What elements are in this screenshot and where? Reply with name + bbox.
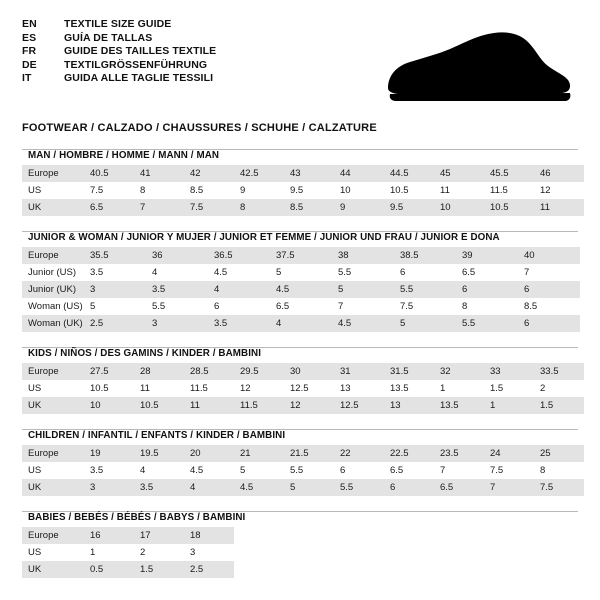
cell: 5 (394, 315, 456, 332)
cell: 36.5 (208, 247, 270, 264)
table-row (22, 397, 584, 414)
cell: 10 (434, 199, 484, 216)
cell: 37.5 (270, 247, 332, 264)
language-title: GUIDA ALLE TAGLIE TESSILI (64, 72, 214, 84)
cell: 7 (332, 298, 394, 315)
cell: 11.5 (234, 397, 284, 414)
cell (434, 561, 484, 578)
size-table-babies (22, 527, 584, 578)
cell: 3.5 (208, 315, 270, 332)
cell: 6.5 (456, 264, 518, 281)
cell (284, 527, 334, 544)
language-code: DE (22, 58, 37, 71)
cell: 5.5 (332, 264, 394, 281)
cell: 19 (84, 445, 134, 462)
table-row (22, 527, 584, 544)
cell: 4.5 (208, 264, 270, 281)
cell: 5.5 (334, 479, 384, 496)
cell: 5 (332, 281, 394, 298)
cell: 33 (484, 363, 534, 380)
section-man (22, 149, 578, 216)
cell: 3.5 (134, 479, 184, 496)
cell: 11 (434, 182, 484, 199)
cell: 3.5 (84, 462, 134, 479)
cell: 4 (146, 264, 208, 281)
cell (234, 561, 284, 578)
cell: 6.5 (384, 462, 434, 479)
cell: 30 (284, 363, 334, 380)
cell: 5 (234, 462, 284, 479)
section-title-junior-woman: JUNIOR & WOMAN / JUNIOR Y MUJER / JUNIOR ET FEMME / JUNIOR UND FRAU / JUNIOR E DONA (28, 232, 500, 243)
row-label: Europe (22, 527, 84, 544)
cell: 8 (134, 182, 184, 199)
table-row (22, 182, 584, 199)
cell: 31.5 (384, 363, 434, 380)
cell: 29.5 (234, 363, 284, 380)
cell (384, 561, 434, 578)
table-row (22, 462, 584, 479)
cell: 1.5 (534, 397, 584, 414)
document-header (22, 18, 578, 106)
cell: 11 (184, 397, 234, 414)
cell (484, 544, 534, 561)
row-label: Europe (22, 363, 84, 380)
size-table-kids (22, 363, 584, 414)
cell: 45 (434, 165, 484, 182)
cell: 40 (518, 247, 580, 264)
table-row (22, 264, 580, 281)
cell: 22.5 (384, 445, 434, 462)
cell: 12.5 (284, 380, 334, 397)
cell: 12 (234, 380, 284, 397)
cell: 2 (134, 544, 184, 561)
cell: 4.5 (184, 462, 234, 479)
cell: 27.5 (84, 363, 134, 380)
cell: 25 (534, 445, 584, 462)
table-row (22, 281, 580, 298)
cell: 5 (84, 298, 146, 315)
cell: 9.5 (384, 199, 434, 216)
cell (484, 561, 534, 578)
table-row (22, 445, 584, 462)
section-title-babies: BABIES / BEBÉS / BÉBÉS / BABYS / BAMBINI (28, 512, 246, 523)
language-code: IT (22, 72, 32, 84)
language-title: GUÍA DE TALLAS (64, 31, 153, 44)
table-row (22, 363, 584, 380)
cell: 10.5 (84, 380, 134, 397)
cell: 7 (518, 264, 580, 281)
cell: 4 (208, 281, 270, 298)
cell (384, 544, 434, 561)
cell: 11 (134, 380, 184, 397)
cell: 9 (334, 199, 384, 216)
cell: 13 (334, 380, 384, 397)
cell: 7 (134, 199, 184, 216)
section-babies (22, 511, 578, 578)
row-label: Junior (UK) (22, 281, 84, 298)
cell: 45.5 (484, 165, 534, 182)
cell: 43 (284, 165, 334, 182)
cell: 5 (284, 479, 334, 496)
cell: 3 (184, 544, 234, 561)
cell: 7 (434, 462, 484, 479)
size-table-children (22, 445, 584, 496)
cell: 12 (534, 182, 584, 199)
cell: 44.5 (384, 165, 434, 182)
language-row (22, 18, 216, 32)
cell: 6 (394, 264, 456, 281)
cell: 11.5 (484, 182, 534, 199)
cell: 24 (484, 445, 534, 462)
cell: 19.5 (134, 445, 184, 462)
size-table-man (22, 165, 584, 216)
cell (334, 527, 384, 544)
cell: 6 (518, 281, 580, 298)
language-code: ES (22, 31, 37, 44)
row-label: Woman (UK) (22, 315, 84, 332)
cell: 4 (270, 315, 332, 332)
cell: 12 (284, 397, 334, 414)
cell: 20 (184, 445, 234, 462)
cell: 42 (184, 165, 234, 182)
cell: 7.5 (484, 462, 534, 479)
cell: 33.5 (534, 363, 584, 380)
row-label: US (22, 462, 84, 479)
cell: 1.5 (484, 380, 534, 397)
section-title-children: CHILDREN / INFANTIL / ENFANTS / KINDER / BAMBINI (28, 430, 286, 441)
cell: 7 (484, 479, 534, 496)
cell: 1 (84, 544, 134, 561)
section-title-man: MAN / HOMBRE / HOMME / MANN / MAN (28, 150, 220, 161)
language-titles-body (22, 18, 216, 86)
section-junior-woman (22, 231, 578, 332)
row-label: Europe (22, 445, 84, 462)
dress-shoe-icon (382, 30, 572, 106)
cell: 12.5 (334, 397, 384, 414)
cell: 6 (384, 479, 434, 496)
cell (434, 544, 484, 561)
cell: 28 (134, 363, 184, 380)
cell: 21 (234, 445, 284, 462)
cell: 7.5 (184, 199, 234, 216)
cell: 1 (434, 380, 484, 397)
cell: 6 (518, 315, 580, 332)
section-title-kids: KIDS / NIÑOS / DES GAMINS / KINDER / BAMBINI (28, 348, 262, 359)
cell (534, 544, 584, 561)
cell: 39 (456, 247, 518, 264)
row-label: US (22, 544, 84, 561)
cell (234, 527, 284, 544)
language-code: EN (22, 18, 37, 30)
cell: 16 (84, 527, 134, 544)
section-children (22, 429, 578, 496)
cell: 32 (434, 363, 484, 380)
table-row (22, 544, 584, 561)
cell: 3 (84, 281, 146, 298)
cell: 10 (84, 397, 134, 414)
cell: 6 (334, 462, 384, 479)
section-kids (22, 347, 578, 414)
cell: 4 (184, 479, 234, 496)
cell: 41 (134, 165, 184, 182)
table-row (22, 561, 584, 578)
cell (534, 527, 584, 544)
table-row (22, 247, 580, 264)
cell: 5.5 (394, 281, 456, 298)
cell: 8 (456, 298, 518, 315)
cell: 10.5 (484, 199, 534, 216)
cell: 31 (334, 363, 384, 380)
cell (334, 544, 384, 561)
language-titles (22, 18, 216, 86)
row-label: Europe (22, 247, 84, 264)
cell: 3.5 (146, 281, 208, 298)
cell: 8.5 (284, 199, 334, 216)
row-label: UK (22, 479, 84, 496)
table-row (22, 380, 584, 397)
cell (234, 544, 284, 561)
cell: 38.5 (394, 247, 456, 264)
cell: 28.5 (184, 363, 234, 380)
cell: 5.5 (456, 315, 518, 332)
cell: 3 (84, 479, 134, 496)
language-title: GUIDE DES TAILLES TEXTILE (64, 45, 217, 57)
row-label: Junior (US) (22, 264, 84, 281)
language-code: FR (22, 45, 37, 57)
cell: 36 (146, 247, 208, 264)
cell: 8 (534, 462, 584, 479)
cell: 9.5 (284, 182, 334, 199)
cell: 11 (534, 199, 584, 216)
cell: 40.5 (84, 165, 134, 182)
language-title: TEXTILE SIZE GUIDE (64, 18, 172, 30)
table-row (22, 315, 580, 332)
row-label: UK (22, 199, 84, 216)
cell: 10.5 (134, 397, 184, 414)
cell: 5.5 (284, 462, 334, 479)
table-row (22, 165, 584, 182)
cell: 6.5 (270, 298, 332, 315)
cell: 21.5 (284, 445, 334, 462)
cell: 7.5 (534, 479, 584, 496)
cell: 6.5 (434, 479, 484, 496)
cell: 11.5 (184, 380, 234, 397)
row-label: US (22, 182, 84, 199)
cell: 44 (334, 165, 384, 182)
cell (284, 561, 334, 578)
cell: 4.5 (234, 479, 284, 496)
cell (284, 544, 334, 561)
cell: 8 (234, 199, 284, 216)
cell: 5.5 (146, 298, 208, 315)
cell: 8.5 (184, 182, 234, 199)
cell: 10 (334, 182, 384, 199)
cell (484, 527, 534, 544)
table-row (22, 298, 580, 315)
cell: 8.5 (518, 298, 580, 315)
row-label: UK (22, 397, 84, 414)
cell: 18 (184, 527, 234, 544)
language-row (22, 32, 216, 46)
cell: 5 (270, 264, 332, 281)
cell: 7.5 (394, 298, 456, 315)
cell: 7.5 (84, 182, 134, 199)
table-row (22, 479, 584, 496)
cell: 22 (334, 445, 384, 462)
cell (434, 527, 484, 544)
cell: 35.5 (84, 247, 146, 264)
cell: 2.5 (84, 315, 146, 332)
cell: 42.5 (234, 165, 284, 182)
cell: 23.5 (434, 445, 484, 462)
language-row (22, 45, 216, 59)
cell: 6 (208, 298, 270, 315)
cell: 17 (134, 527, 184, 544)
language-row (22, 59, 216, 73)
cell: 6 (456, 281, 518, 298)
cell: 3 (146, 315, 208, 332)
cell: 10.5 (384, 182, 434, 199)
cell (534, 561, 584, 578)
cell (334, 561, 384, 578)
cell: 2.5 (184, 561, 234, 578)
language-row (22, 72, 216, 86)
row-label: Woman (US) (22, 298, 84, 315)
cell: 13.5 (384, 380, 434, 397)
cell: 38 (332, 247, 394, 264)
cell: 9 (234, 182, 284, 199)
cell: 3.5 (84, 264, 146, 281)
cell: 13.5 (434, 397, 484, 414)
cell: 13 (384, 397, 434, 414)
cell: 1 (484, 397, 534, 414)
category-title: FOOTWEAR / CALZADO / CHAUSSURES / SCHUHE / CALZATURE (22, 122, 377, 134)
cell: 2 (534, 380, 584, 397)
cell: 4 (134, 462, 184, 479)
table-row (22, 199, 584, 216)
cell: 0.5 (84, 561, 134, 578)
row-label: UK (22, 561, 84, 578)
row-label: US (22, 380, 84, 397)
size-table-junior-woman (22, 247, 580, 332)
cell: 4.5 (270, 281, 332, 298)
cell: 6.5 (84, 199, 134, 216)
cell: 46 (534, 165, 584, 182)
language-title: TEXTILGRÖSSENFÜHRUNG (64, 58, 208, 71)
cell: 1.5 (134, 561, 184, 578)
cell (384, 527, 434, 544)
cell: 4.5 (332, 315, 394, 332)
row-label: Europe (22, 165, 84, 182)
